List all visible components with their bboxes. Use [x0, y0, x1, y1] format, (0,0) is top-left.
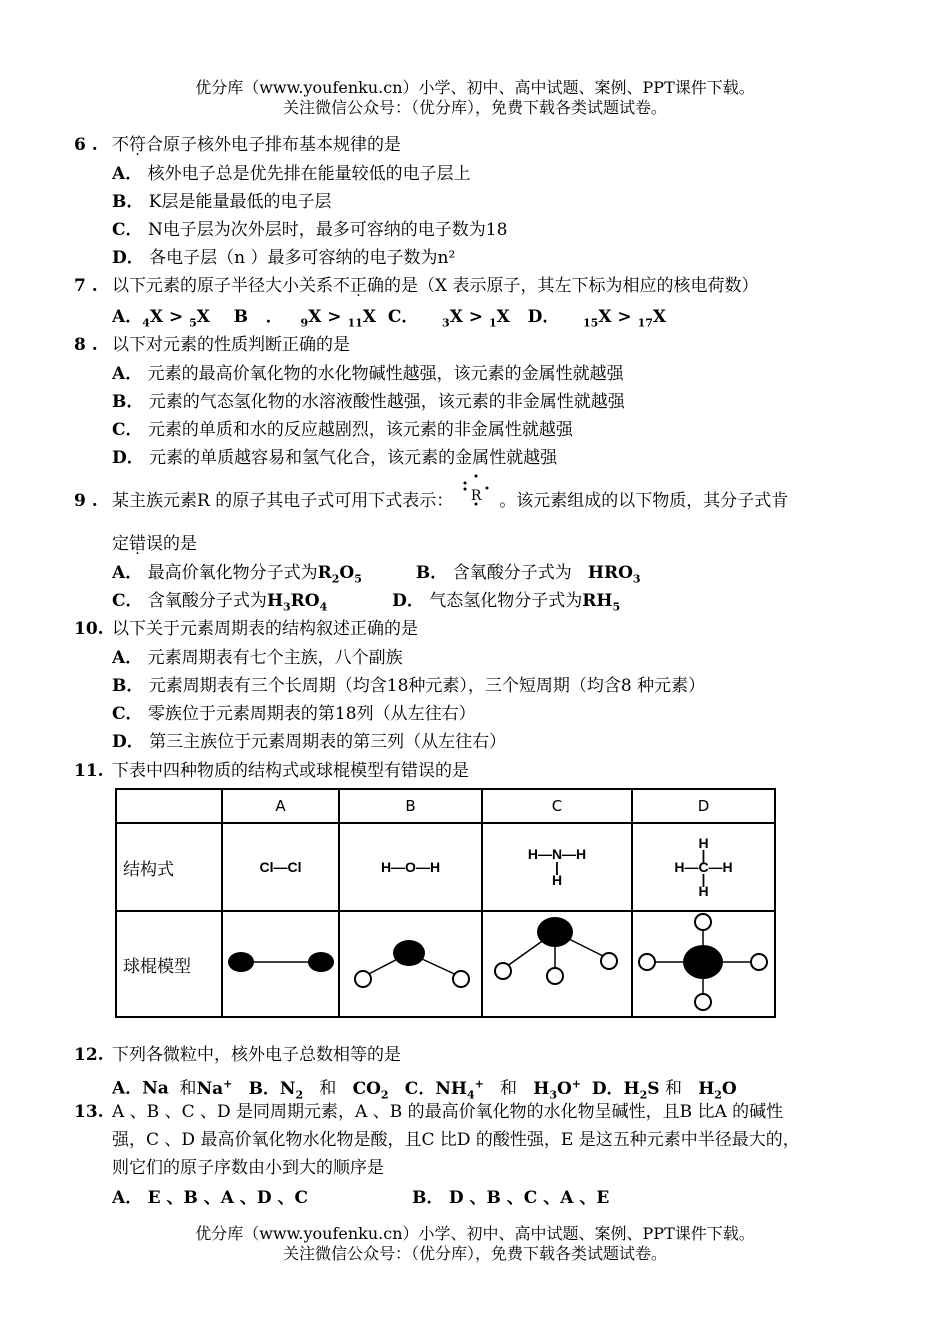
page-footer-line2: 关注微信公众号：（优分库），免费下载各类试题试卷。 — [282, 1244, 667, 1263]
structure-formula-b: H—O—H — [380, 859, 441, 875]
option-c: C． 零族位于元素周期表的第18列（从左往右） — [112, 704, 476, 724]
q13-options: A． E 、B 、A 、D 、C B． D 、B 、C 、A 、E — [112, 1188, 610, 1208]
q7-options: A．$_4$X > $_5$X B ． $_9$X > $_{11}$X C． $_3$X > $_1$X D． $_{15}$X > $_{17}$X — [112, 307, 667, 330]
structure-formula-a: Cl—Cl — [259, 859, 302, 875]
option-b: B． K层是能量最低的电子层 — [112, 192, 332, 212]
ball-stick-c — [482, 911, 632, 1017]
ball-stick-model-d-icon — [635, 912, 773, 1012]
q9-options-cd: C． 含氧酸分子式为$H_3RO_4$ D． 气态氢化物分子式为$RH_5$ — [112, 591, 621, 614]
q11-table — [115, 788, 776, 1018]
table-header: D — [632, 789, 775, 823]
emphasis-text: 不正确 — [333, 276, 384, 296]
question-stem: 下列各微粒中，核外电子总数相等的是 — [112, 1045, 401, 1065]
question-stem: 以下对元素的性质判断正确的是 — [112, 335, 350, 355]
question-stem: 以下关于元素周期表的结构叙述正确的是 — [112, 619, 418, 639]
q9-options-ab: A． 最高价氧化物分子式为$R_2O_5$ B． 含氧酸分子式为 $HRO_3$ — [112, 563, 641, 586]
ball-stick-model-a-icon — [226, 932, 336, 992]
question-stem: 下表中四种物质的结构式或球棍模型有错误的是 — [112, 761, 469, 781]
page-header-line1: 优分库（www.youfenku.cn）小学、初中、高中试题、案例、PPT课件下载。 — [195, 78, 755, 97]
question-number: 12. — [74, 1045, 104, 1065]
question-13-line2: 强，C 、D 最高价氧化物水化物是酸，且C 比D 的酸性强，E 是这五种元素中半径最大的， — [112, 1130, 800, 1150]
question-number: 10. — [74, 619, 104, 639]
row-label-structure: 结构式 — [116, 823, 222, 911]
question-number: 6 . — [74, 135, 98, 155]
option-b: B． 元素的气态氢化物的水溶液酸性越强，该元素的非金属性就越强 — [112, 392, 625, 412]
question-9-continued: 定错误的是 — [112, 534, 197, 554]
row-label-ball-stick: 球棍模型 — [116, 911, 222, 1017]
table-header: A — [222, 789, 339, 823]
option-d: D． 元素的单质越容易和氢气化合，该元素的金属性就越强 — [112, 448, 558, 468]
question-stem: 某主族元素R 的原子其电子式可用下式表示： $^R$ 。该元素组成的以下物质，其分子式肯 — [112, 490, 788, 513]
option-a: A． 核外电子总是优先排在能量较低的电子层上 — [112, 164, 471, 184]
option-c: C． N电子层为次外层时，最多可容纳的电子数为18 — [112, 220, 508, 240]
page-header-line2: 关注微信公众号：（优分库），免费下载各类试题试卷。 — [282, 98, 667, 117]
page-footer-line1: 优分库（www.youfenku.cn）小学、初中、高中试题、案例、PPT课件下载。 — [195, 1224, 755, 1243]
ball-stick-d — [632, 911, 775, 1017]
table-header: B — [339, 789, 482, 823]
question-number: 9 . — [74, 491, 98, 511]
lewis-structure: R — [453, 490, 499, 513]
question-number: 13. — [74, 1102, 104, 1122]
question-number: 8 . — [74, 335, 98, 355]
option-d: D． 各电子层（n ）最多可容纳的电子数为n² — [112, 248, 456, 268]
ball-stick-a — [222, 911, 339, 1017]
option-c: C． 元素的单质和水的反应越剧烈，该元素的非金属性就越强 — [112, 420, 573, 440]
table-header: C — [482, 789, 632, 823]
option-b: B． 元素周期表有三个长周期（均含18种元素），三个短周期（均含8 种元素） — [112, 676, 706, 696]
option-a: A． 元素周期表有七个主族，八个副族 — [112, 648, 403, 668]
ball-stick-b — [339, 911, 482, 1017]
question-13-line3: 则它们的原子序数由小到大的顺序是 — [112, 1158, 384, 1178]
emphasis-text: 不符合 — [112, 135, 163, 155]
option-d: D． 第三主族位于元素周期表的第三列（从左往右） — [112, 732, 507, 752]
structure-formula-d: H | H—C—H | H — [632, 823, 775, 911]
q12-options: A．Na 和Na+ B．$N_2$ 和 $CO_2$ C．$NH_4^+$ 和 $H_3O^+$ D．$H_2S$ 和 $H_2O$ — [112, 1077, 737, 1102]
question-number: 7 . — [74, 276, 98, 296]
question-stem: A 、B 、C 、D 是同周期元素，A 、B 的最高价氧化物的水化物呈碱性，且B 比A 的碱性 — [112, 1102, 784, 1122]
ball-stick-model-c-icon — [485, 914, 629, 1010]
table-corner — [116, 789, 222, 823]
structure-formula-c: H—N—H | H — [482, 823, 632, 911]
question-number: 11. — [74, 761, 104, 781]
option-a: A． 元素的最高价氧化物的水化物碱性越强，该元素的金属性就越强 — [112, 364, 624, 384]
question-stem: 不符合原子核外电子排布基本规律的是 — [112, 135, 401, 155]
ball-stick-model-b-icon — [343, 927, 479, 997]
question-stem: 以下元素的原子半径大小关系不正确的是（X 表示原子，其左下标为相应的核电荷数） — [112, 276, 759, 296]
